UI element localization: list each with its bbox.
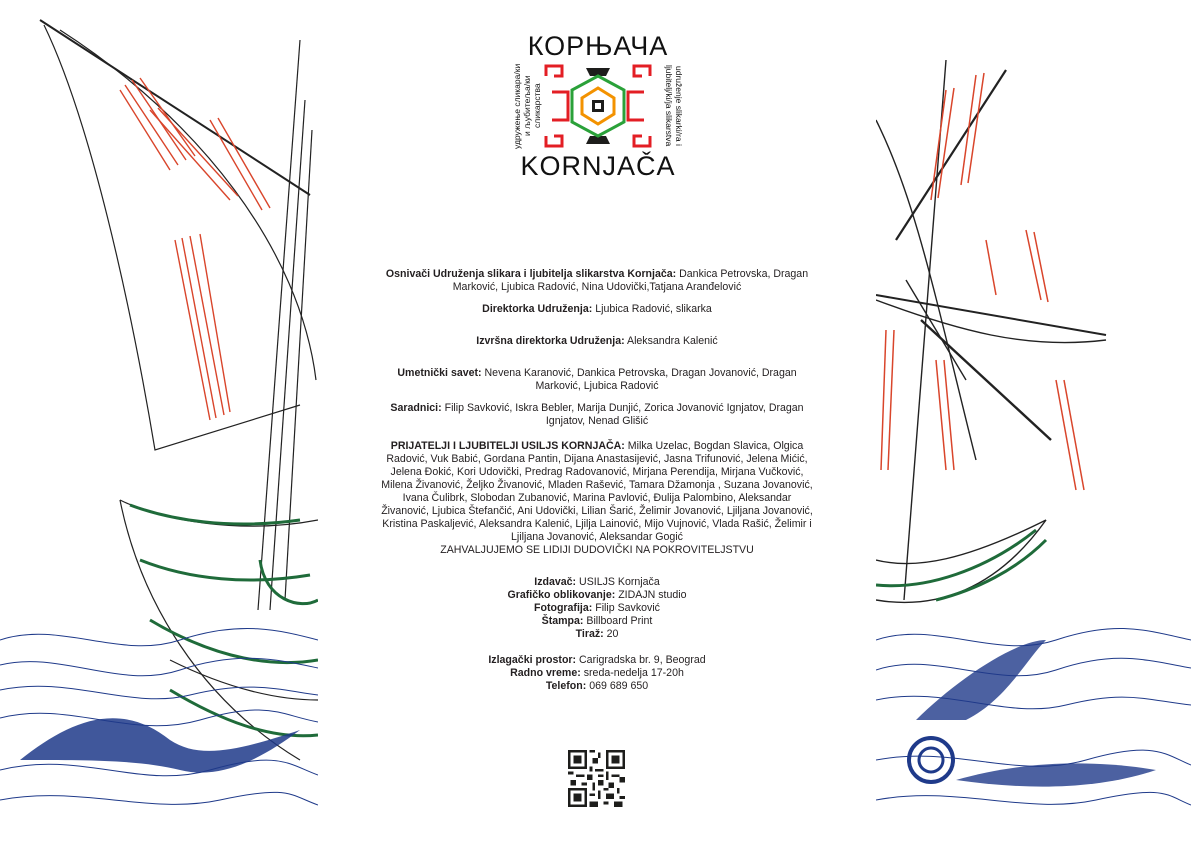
print-line [378, 615, 816, 628]
associates-label: Saradnici: [390, 402, 442, 414]
space-value: Carigradska br. 9, Beograd [579, 654, 706, 666]
logo-title-cyrillic: КОРЊАЧА [527, 31, 669, 61]
publisher-line [378, 576, 816, 589]
phone-value: 069 689 650 [589, 680, 649, 692]
friends-value: Milka Uzelac, Bogdan Slavica, Olgica Radović, Vuk Babić, Gordana Pantin, Dijana Anastasijević, Jasna Trifunović, Jelena Mićić, Jelena Đokić, Kori Udovički, Predrag Radovanović, Mirjana Perendija, Mirjana Vučković, Milena Živanović, Željko Živanović, Mladen Rašević, Tamara Džamonja , Suzana Jovanović, Ivana Čulibrk, Slobodan Zubanović, Marina Pavlović, Đulija Palombino, Aleksandar Živanović, Ljubica Štefančić, Ani Udovički, Lilian Šarić, Želimir Jovanović, Ljiljana Jovanović, Kristina Paskaljević, Aleksandra Kalenić, Ljilja Lainović, Mijo Vujnović, Vlada Rašić, Želimir i Ljiljana Jovanović, Aleksandar Gogić [381, 440, 813, 543]
design-value: ZIDAJN studio [618, 589, 687, 601]
photo-line [378, 602, 816, 615]
exec-director-value: Aleksandra Kalenić [627, 335, 718, 347]
design-label: Grafičko oblikovanje: [507, 589, 616, 601]
founders-line [378, 268, 816, 294]
credits-text [378, 268, 816, 693]
hours-value: sreda-nedelja 17-20h [583, 667, 684, 679]
director-value: Ljubica Radović, slikarka [595, 303, 712, 315]
run-value: 20 [606, 628, 619, 640]
director-label: Direktorka Udruženja: [482, 303, 593, 315]
run-label: Tiraž: [575, 628, 604, 640]
logo-title-latin: KORNJAČA [520, 151, 676, 181]
associates-line [378, 402, 816, 428]
phone-label: Telefon: [545, 680, 587, 692]
founders-label: Osnivači Udruženja slikara i ljubitelja slikarstva Kornjača: [385, 268, 677, 280]
turtle-ornament-icon [542, 62, 654, 150]
phone-line [378, 680, 816, 693]
design-line [378, 589, 816, 602]
hours-line [378, 667, 816, 680]
right-sailboat-drawing [876, 0, 1191, 842]
print-label: Štampa: [541, 615, 584, 627]
hours-label: Radno vreme: [510, 667, 581, 679]
publisher-label: Izdavač: [534, 576, 577, 588]
qr-code-icon [568, 750, 625, 807]
photo-value: Filip Savković [595, 602, 660, 614]
run-line [378, 628, 816, 641]
art-council-label: Umetnički savet: [397, 367, 482, 379]
associates-value: Filip Savković, Iskra Bebler, Marija Dunjić, Zorica Jovanović Ignjatov, Dragan Ignjatov, Nenad Glišić [444, 402, 804, 427]
credits-panel [318, 0, 876, 842]
friends-label: PRIJATELJI I LJUBITELJI USILJS KORNJAČA: [390, 440, 625, 452]
logo-side-text-cyrillic: удружење сликара/ки и љубитеља/ки сликарства [512, 63, 542, 149]
exec-director-label: Izvršna direktorka Udruženja: [476, 335, 625, 347]
photo-label: Fotografija: [534, 602, 593, 614]
friends-line [378, 440, 816, 544]
space-line [378, 654, 816, 667]
founders-value: Dankica Petrovska, Dragan Marković, Ljubica Radović, Nina Udovički,Tatjana Aranđelović [452, 268, 809, 293]
publisher-value: USILJS Kornjača [579, 576, 660, 588]
thanks-line: ZAHVALJUJEMO SE LIDIJI DUDOVIČKI NA POKROVITELJSTVU [440, 544, 754, 556]
director-line [378, 303, 816, 316]
kornjaca-logo [508, 30, 688, 185]
left-sailboat-drawing [0, 0, 318, 842]
space-label: Izlagački prostor: [488, 654, 577, 666]
logo-side-text-latin: udruženje slikarki/ra i ljubitelj/ki/ja slikarstva [664, 65, 684, 147]
exec-director-line [378, 335, 816, 348]
art-council-line [378, 367, 816, 393]
art-council-value: Nevena Karanović, Dankica Petrovska, Dragan Jovanović, Dragan Marković, Ljubica Radović [484, 367, 797, 392]
print-value: Billboard Print [586, 615, 653, 627]
